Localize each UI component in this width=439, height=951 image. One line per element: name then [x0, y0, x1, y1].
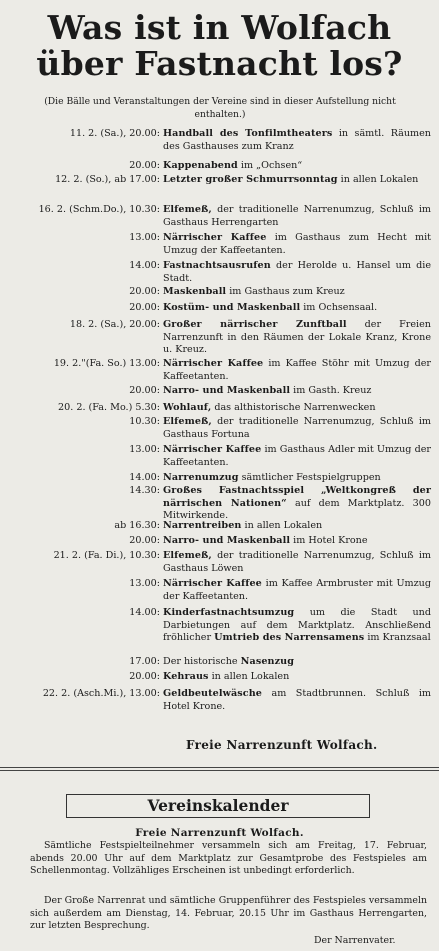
event-title: Elfemeß,: [163, 416, 212, 427]
event-description: [163, 444, 431, 469]
headline-line-1: Was ist in Wolfach: [47, 8, 392, 47]
event-details: sämtlicher Festspielgruppen: [238, 472, 381, 483]
divider-rule: [0, 767, 439, 768]
event-details: am Stadtbrunnen. Schluß im Hotel Krone.: [163, 688, 431, 712]
event-details: im Kaffee Stöhr mit Umzug der Kaffeetanten.: [163, 358, 432, 382]
event-title: Närrischer Kaffee: [163, 444, 262, 455]
event-title: Letzter großer Schmurrsonntag: [163, 174, 338, 185]
event-details-secondary: im Kranzsaal: [364, 632, 431, 643]
event-description: [163, 550, 431, 575]
event-details: im Gasth. Kreuz: [290, 385, 372, 396]
event-date-time: 20.00:: [129, 385, 160, 396]
event-title: Elfemeß,: [163, 550, 212, 561]
event-description: [163, 260, 431, 285]
event-date-time: 17.00:: [129, 656, 160, 667]
closing-signature: Der Narrenvater.: [314, 935, 396, 946]
event-title: Närrischer Kaffee: [163, 358, 264, 369]
event-date-time: 20. 2. (Fa. Mo.) 5.30:: [58, 402, 160, 413]
event-date-time: 20.00:: [129, 671, 160, 682]
event-title: Närrischer Kaffee: [163, 578, 262, 589]
event-description: [163, 160, 431, 173]
event-title: Narrentreiben: [163, 520, 242, 531]
event-description: [163, 232, 431, 257]
vereinskalender-heading: Vereinskalender: [66, 794, 370, 818]
event-description: [163, 416, 431, 441]
event-details: im Kaffee Armbruster mit Umzug der Kaffeetanten.: [163, 578, 431, 602]
event-details: der Freien Narrenzunft in den Räumen der Lokale Kranz, Krone u. Kreuz.: [163, 319, 431, 355]
event-details: um die Stadt und Darbietungen auf dem Marktplatz. Anschließend fröhlicher: [163, 607, 431, 643]
event-date-time: 21. 2. (Fa. Di.), 10.30:: [53, 550, 160, 561]
event-description: [163, 319, 431, 357]
event-details: im Gasthaus zum Kreuz: [226, 286, 345, 297]
event-details: im Ochsensaal.: [300, 302, 378, 313]
event-title: Geldbeutelwäsche: [163, 688, 263, 699]
event-description: [163, 688, 431, 713]
event-title: Großes Fastnachtsspiel „Weltkongreß der närrischen Nationen“: [163, 485, 431, 509]
event-date-time: 10.30:: [129, 416, 160, 427]
event-date-time: 20.00:: [129, 535, 160, 546]
event-description: [163, 402, 431, 415]
event-details: im Gasthaus zum Hecht mit Umzug der Kaffeetanten.: [163, 232, 431, 256]
event-date-time: 14.00:: [129, 607, 160, 618]
event-title: Narro- und Maskenball: [163, 535, 291, 546]
event-title: Kappenabend: [163, 160, 238, 171]
event-date-time: 20.00:: [129, 286, 160, 297]
event-title: Kinderfastnachtsumzug: [163, 607, 295, 618]
intro-note: (Die Bälle und Veranstaltungen der Vereine sind in dieser Aufstellung nicht enthalten.): [44, 96, 396, 120]
announcement-paragraph-1: Sämtliche Festspielteilnehmer versammeln sich am Freitag, 17. Februar, abends 20.00 Uhr auf dem Marktplatz zur Gesamtprobe des Festspieles am Schellenmontag. Vollzähliges Erscheinen ist unbedingt erforderlich.: [30, 840, 427, 876]
event-date-time: 14.30:: [129, 485, 160, 496]
event-details: in allen Lokalen: [241, 520, 323, 531]
event-description: [163, 286, 431, 299]
event-date-time: 20.00:: [129, 160, 160, 171]
event-description: [163, 535, 431, 548]
event-date-time: ab 16.30:: [114, 520, 160, 531]
event-details: in allen Lokalen: [208, 671, 290, 682]
event-date-time: 22. 2. (Asch.Mi.), 13.00:: [42, 688, 160, 699]
divider-rule: [0, 770, 439, 771]
event-title: Maskenball: [163, 286, 227, 297]
event-details: im Gasthaus Adler mit Umzug der Kaffeetanten.: [163, 444, 432, 468]
event-date-time: 18. 2. (Sa.), 20.00:: [69, 319, 160, 330]
event-title: Handball des Tonfilmtheaters: [163, 128, 333, 139]
event-title-secondary: Nasenzug: [240, 656, 295, 667]
event-date-time: 19. 2."(Fa. So.) 13.00:: [53, 358, 160, 369]
event-description: [163, 578, 431, 603]
event-description: [163, 671, 431, 684]
event-details: Der historische: [163, 656, 241, 667]
event-details: im Hotel Krone: [290, 535, 368, 546]
event-description: [163, 128, 431, 153]
event-description: [163, 204, 431, 229]
event-description: [163, 607, 431, 645]
event-details: in allen Lokalen: [337, 174, 419, 185]
event-description: [163, 472, 431, 485]
event-details: im „Ochsen“: [237, 160, 303, 171]
event-date-time: 14.00:: [129, 260, 160, 271]
event-details: das althistorische Narrenwecken: [211, 402, 376, 413]
event-title: Närrischer Kaffee: [163, 232, 267, 243]
event-description: [163, 656, 431, 669]
event-date-time: 14.00:: [129, 472, 160, 483]
headline-line-2: über Fastnacht los?: [36, 44, 403, 83]
event-description: [163, 174, 431, 187]
announcement-paragraph-2: Der Große Narrenrat und sämtliche Gruppenführer des Festspieles versammeln sich außerdem am Dienstag, 14. Februar, 20.15 Uhr im Gasthaus Herrengarten, zur letzten Besprechung.: [30, 895, 427, 931]
event-description: [163, 385, 431, 398]
event-date-time: 13.00:: [129, 232, 160, 243]
event-title: Elfemeß,: [163, 204, 212, 215]
event-title: Narro- und Maskenball: [163, 385, 291, 396]
event-title-secondary: Umtrieb des Narrensamens: [214, 632, 365, 643]
event-details: der Herolde u. Hansel um die Stadt.: [163, 260, 431, 284]
event-details: auf dem Marktplatz. 300 Mitwirkende.: [163, 497, 431, 521]
event-title: Großer närrischer Zunftball: [163, 319, 347, 330]
vereinskalender-subtitle: Freie Narrenzunft Wolfach.: [135, 827, 304, 839]
event-title: Wohlauf,: [163, 402, 212, 413]
event-description: [163, 520, 431, 533]
event-details: der traditionelle Narrenumzug, Schluß im Gasthaus Herrengarten: [163, 204, 431, 228]
event-details: der traditionelle Narrenumzug, Schluß im Gasthaus Löwen: [163, 550, 431, 574]
event-title: Kostüm- und Maskenball: [163, 302, 301, 313]
event-description: [163, 358, 431, 383]
event-title: Kehraus: [163, 671, 209, 682]
event-date-time: 20.00:: [129, 302, 160, 313]
event-date-time: 13.00:: [129, 444, 160, 455]
event-date-time: 11. 2. (Sa.), 20.00:: [69, 128, 160, 139]
event-title: Fastnachtsausrufen: [163, 260, 271, 271]
event-description: [163, 485, 431, 523]
event-date-time: 12. 2. (So.), ab 17.00:: [55, 174, 160, 185]
event-date-time: 13.00:: [129, 578, 160, 589]
event-details: in sämtl. Räumen des Gasthauses zum Kranz: [163, 128, 431, 152]
event-date-time: 16. 2. (Schm.Do.), 10.30:: [38, 204, 160, 215]
signature: Freie Narrenzunft Wolfach.: [186, 738, 378, 752]
event-description: [163, 302, 431, 315]
event-details: der traditionelle Narrenumzug, Schluß im Gasthaus Fortuna: [163, 416, 431, 440]
event-title: Narrenumzug: [163, 472, 239, 483]
